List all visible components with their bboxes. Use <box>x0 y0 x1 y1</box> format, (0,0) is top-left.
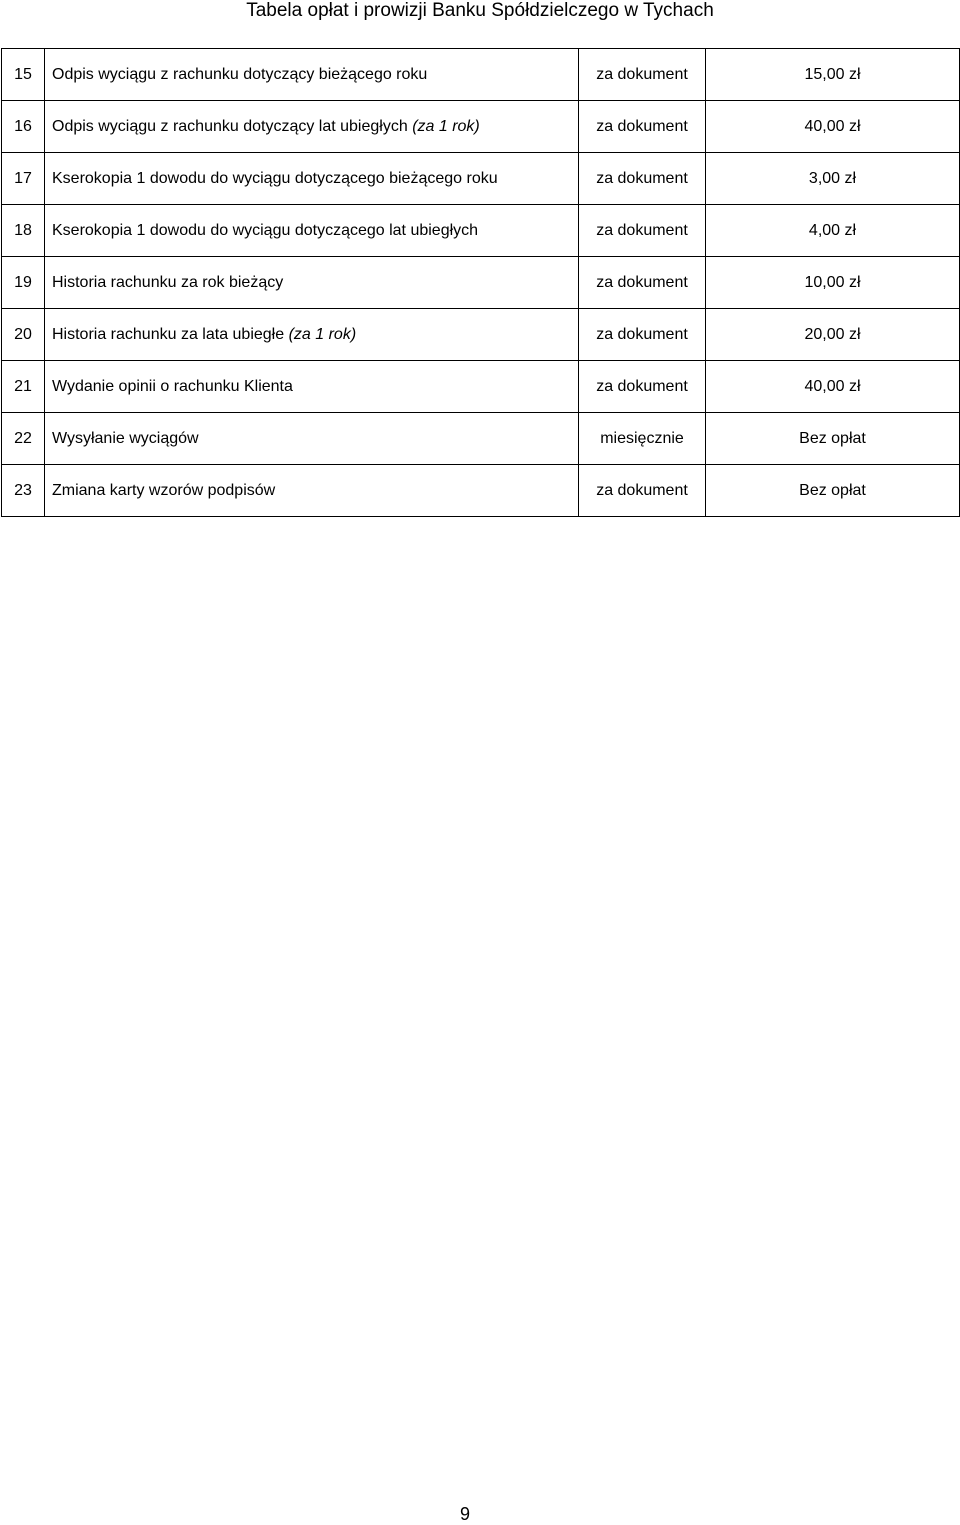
table-row <box>2 309 960 361</box>
row-description-text: Kserokopia 1 dowodu do wyciągu dotyczącego bieżącego roku <box>52 169 498 187</box>
row-unit: za dokument <box>579 257 706 309</box>
row-description <box>45 205 579 257</box>
table-row <box>2 153 960 205</box>
table-row <box>2 361 960 413</box>
row-description-text: Wydanie opinii o rachunku Klienta <box>52 377 293 395</box>
row-description-text: Zmiana karty wzorów podpisów <box>52 481 276 499</box>
row-description <box>45 413 579 465</box>
row-description <box>45 101 579 153</box>
row-description <box>45 309 579 361</box>
table-row <box>2 49 960 101</box>
row-amount: 40,00 zł <box>706 361 960 413</box>
row-description <box>45 153 579 205</box>
table-row <box>2 101 960 153</box>
row-number: 15 <box>2 49 45 101</box>
fee-table <box>1 48 960 517</box>
row-description-note: (za 1 rok) <box>412 117 480 135</box>
table-row <box>2 413 960 465</box>
row-unit: za dokument <box>579 49 706 101</box>
table-row <box>2 257 960 309</box>
row-unit: za dokument <box>579 205 706 257</box>
row-amount: 20,00 zł <box>706 309 960 361</box>
row-amount: Bez opłat <box>706 413 960 465</box>
row-unit: za dokument <box>579 465 706 517</box>
table-row <box>2 205 960 257</box>
row-description-text: Odpis wyciągu z rachunku dotyczący lat ubiegłych <box>52 117 413 135</box>
row-number: 19 <box>2 257 45 309</box>
row-unit: za dokument <box>579 361 706 413</box>
table-row <box>2 465 960 517</box>
row-number: 17 <box>2 153 45 205</box>
row-amount: 15,00 zł <box>706 49 960 101</box>
row-number: 22 <box>2 413 45 465</box>
row-description <box>45 465 579 517</box>
row-amount: 4,00 zł <box>706 205 960 257</box>
row-description <box>45 257 579 309</box>
row-description-text: Wysyłanie wyciągów <box>52 429 199 447</box>
row-description-text: Historia rachunku za lata ubiegłe <box>52 325 289 343</box>
row-number: 18 <box>2 205 45 257</box>
row-description <box>45 361 579 413</box>
row-unit: miesięcznie <box>579 413 706 465</box>
row-number: 16 <box>2 101 45 153</box>
row-amount: 40,00 zł <box>706 101 960 153</box>
row-number: 20 <box>2 309 45 361</box>
row-amount: 10,00 zł <box>706 257 960 309</box>
row-unit: za dokument <box>579 101 706 153</box>
row-description-text: Kserokopia 1 dowodu do wyciągu dotyczącego lat ubiegłych <box>52 221 479 239</box>
row-unit: za dokument <box>579 153 706 205</box>
page-title: Tabela opłat i prowizji Banku Spółdzielczego w Tychach <box>246 0 714 21</box>
page-number: 9 <box>459 1504 470 1524</box>
row-description-note: (za 1 rok) <box>288 325 357 343</box>
row-amount: 3,00 zł <box>706 153 960 205</box>
row-description <box>45 49 579 101</box>
row-unit: za dokument <box>579 309 706 361</box>
row-number: 21 <box>2 361 45 413</box>
row-number: 23 <box>2 465 45 517</box>
row-description-text: Historia rachunku za rok bieżący <box>52 273 284 291</box>
row-description-text: Odpis wyciągu z rachunku dotyczący bieżącego roku <box>52 65 428 83</box>
row-amount: Bez opłat <box>706 465 960 517</box>
